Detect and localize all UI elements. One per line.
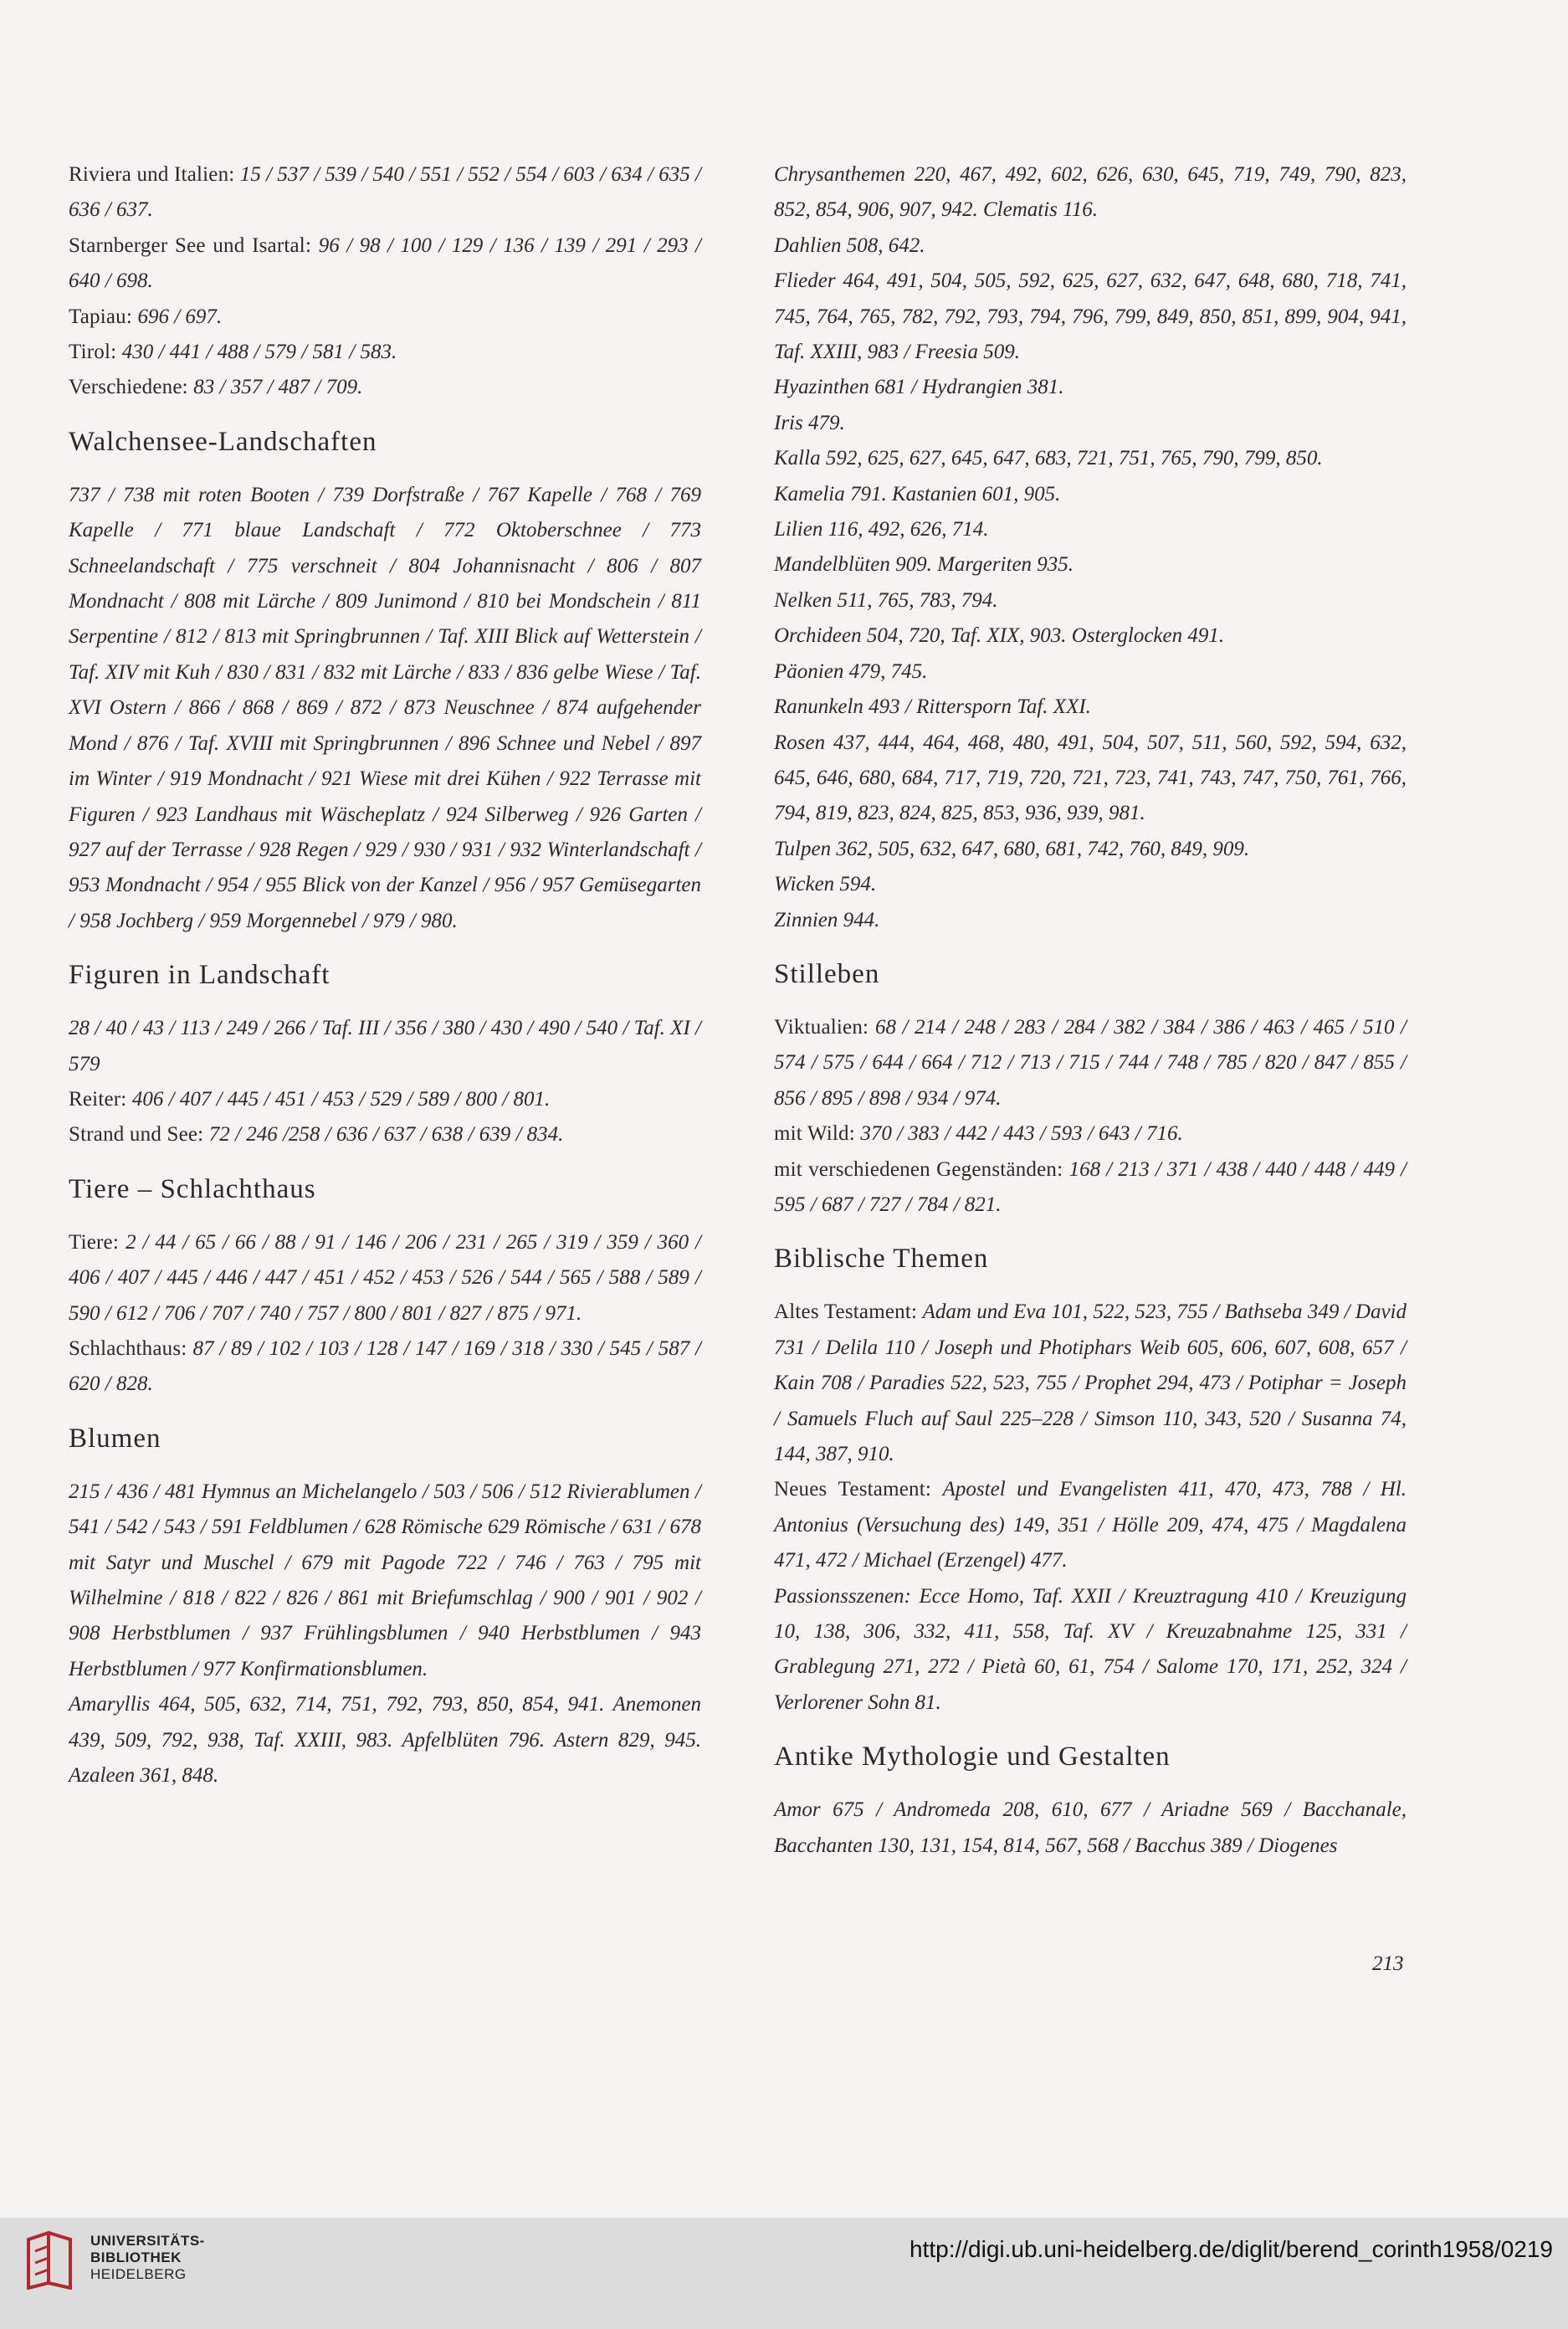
flower-entry: Päonien 479, 745. xyxy=(774,659,928,683)
permalink-url[interactable]: http://digi.ub.uni-heidelberg.de/diglit/berend_corinth1958/0219 xyxy=(909,2236,1553,2262)
index-entry xyxy=(774,1116,1407,1152)
entry-label: Riviera und Italien: xyxy=(69,163,240,186)
flower-entry: Rosen 437, 444, 464, 468, 480, 491, 504, 507, 511, 560, 592, 594, 632, 645, 646, 680, 684, 717, 719, 720, 721, 723, 741, 743, 747, 750, 761, 766, 794, 819, 823, 824, 825, 853, 936, 939, 981. xyxy=(774,731,1407,825)
antike-text: Amor 675 / Andromeda 208, 610, 677 / Ariadne 569 / Bacchanale, Bacchanten 130, 131, 154, 814, 567, 568 / Bacchus 389 / Diogenes xyxy=(774,1798,1407,1857)
index-entry xyxy=(69,1225,701,1331)
section-heading-antike: Antike Mythologie und Gestalten xyxy=(774,1742,1171,1772)
section-heading-biblische: Biblische Themen xyxy=(774,1244,989,1275)
flower-entry: Iris 479. xyxy=(774,411,845,434)
blumen-species-text: Amaryllis 464, 505, 632, 714, 751, 792, 793, 850, 854, 941. Anemonen 439, 509, 792, 938, Taf. XXIII, 983. Apfelblüten 796. Astern 829, 945. Azaleen 361, 848. xyxy=(69,1693,701,1788)
right-column xyxy=(774,157,1407,1864)
entry-label: Strand und See: xyxy=(69,1123,209,1147)
entry-label: Reiter: xyxy=(69,1087,132,1111)
flower-entry: Lilien 116, 492, 626, 714. xyxy=(774,518,989,541)
flower-entry: Flieder 464, 491, 504, 505, 592, 625, 627, 632, 647, 648, 680, 718, 741, 745, 764, 765, 782, 792, 793, 794, 796, 799, 849, 850, 851, 899, 904, 941, Taf. XXIII, 983 / Freesia 509. xyxy=(774,269,1407,364)
entry-value: 696 / 697. xyxy=(137,305,223,328)
index-entry xyxy=(774,1010,1407,1116)
entry-value: 68 / 214 / 248 / 283 / 284 / 382 / 384 / 386 / 463 / 465 / 510 / 574 / 575 / 644 / 664 / 712 / 713 / 715 / 744 / 748 / 785 / 820 / 847 / 855 / 856 / 895 / 898 / 934 / 974. xyxy=(774,1015,1407,1110)
entry-value: 72 / 246 /258 / 636 / 637 / 638 / 639 / 834. xyxy=(208,1123,564,1147)
entry-value: 96 / 98 / 100 / 129 / 136 / 139 / 291 / 293 / 640 / 698. xyxy=(69,233,701,293)
entry-value: 2 / 44 / 65 / 66 / 88 / 91 / 146 / 206 / 231 / 265 / 319 / 359 / 360 / 406 / 407 / 445 / 446 / 447 / 451 / 452 / 453 / 526 / 544 / 565 / 588 / 589 / 590 / 612 / 706 / 707 / 740 / 757 / 800 / 801 / 827 / 875 / 971. xyxy=(69,1230,702,1325)
entry-label: Altes Testament: xyxy=(774,1300,923,1324)
entry-label: mit Wild: xyxy=(774,1122,861,1146)
entry-value: 15 / 537 / 539 / 540 / 551 / 552 / 554 / 603 / 634 / 635 / 636 / 637. xyxy=(69,163,701,222)
index-entry xyxy=(774,1152,1407,1223)
entry-label: Viktualien: xyxy=(774,1015,875,1039)
flower-entry: Tulpen 362, 505, 632, 647, 680, 681, 742, 760, 849, 909. xyxy=(774,837,1250,860)
index-entry xyxy=(69,228,701,300)
entry-value: Adam und Eva 101, 522, 523, 755 / Bathseba 349 / David 731 / Delila 110 / Joseph und Photiphars Weib 605, 606, 607, 608, 657 / Kain 708 / Paradies 522, 523, 755 / Prophet 294, 473 / Potiphar = Joseph / Samuels Fluch auf Saul 225–228 / Simson 110, 343, 520 / Susanna 74, 144, 387, 910. xyxy=(774,1300,1407,1465)
flower-entry: Dahlien 508, 642. xyxy=(774,233,925,257)
flower-entry: Kalla 592, 625, 627, 645, 647, 683, 721, 751, 765, 790, 799, 850. xyxy=(774,447,1323,470)
viewer-footer xyxy=(0,2218,1568,2329)
section-heading-tiere: Tiere – Schlachthaus xyxy=(69,1173,316,1204)
entry-label: mit verschiedenen Gegenständen: xyxy=(774,1157,1069,1181)
entry-value: 83 / 357 / 487 / 709. xyxy=(193,376,363,399)
index-entry xyxy=(69,1082,701,1117)
entry-label: Neues Testament: xyxy=(774,1478,943,1501)
section-heading-stilleben: Stilleben xyxy=(774,958,880,989)
library-logo-icon xyxy=(23,2231,75,2290)
flower-entry: Wicken 594. xyxy=(774,873,877,896)
entry-label: Schlachthaus: xyxy=(69,1336,193,1360)
library-name xyxy=(90,2233,205,2283)
entry-value: 28 / 40 / 43 / 113 / 249 / 266 / Taf. III / 356 / 380 / 430 / 490 / 540 / Taf. XI / 579 xyxy=(69,1017,701,1075)
entry-value: 168 / 213 / 371 / 438 / 440 / 448 / 449 / 595 / 687 / 727 / 784 / 821. xyxy=(774,1157,1407,1216)
flower-entry: Zinnien 944. xyxy=(774,908,880,931)
flower-entry: Mandelblüten 909. Margeriten 935. xyxy=(774,553,1074,577)
index-entry xyxy=(774,1472,1407,1578)
section-heading-walchensee: Walchensee-Landschaften xyxy=(69,426,377,457)
entry-value: 87 / 89 / 102 / 103 / 128 / 147 / 169 / 318 / 330 / 545 / 587 / 620 / 828. xyxy=(69,1336,702,1396)
entry-value: 370 / 383 / 442 / 443 / 593 / 643 / 716. xyxy=(860,1122,1183,1146)
index-entry xyxy=(69,370,701,405)
entry-value: Apostel und Evangelisten 411, 470, 473, 788 / Hl. Antonius (Versuchung des) 149, 351 / Hölle 209, 474, 475 / Magdalena 471, 472 / Michael (Erzengel) 477. xyxy=(774,1478,1407,1572)
blumen-text: 215 / 436 / 481 Hymnus an Michelangelo / 503 / 506 / 512 Rivierablumen / 541 / 542 / 543 / 591 Feldblumen / 628 Römische 629 Römische / 631 / 678 mit Satyr und Muschel / 679 mit Pagode 722 / 746 / 763 / 795 mit Wilhelmine / 818 / 822 / 826 / 861 mit Briefumschlag / 900 / 901 / 902 / 908 Herbstblumen / 937 Frühlingsblumen / 940 Herbstblumen / 943 Herbstblumen / 977 Konfirmationsblumen. xyxy=(69,1480,701,1680)
section-heading-figuren: Figuren in Landschaft xyxy=(69,960,331,991)
library-name-line2: BIBLIOTHEK xyxy=(90,2249,182,2265)
flower-entry: Nelken 511, 765, 783, 794. xyxy=(774,588,998,612)
index-entry xyxy=(69,157,701,228)
left-column xyxy=(69,157,701,1793)
flower-entry: Kamelia 791. Kastanien 601, 905. xyxy=(774,482,1061,505)
entry-label: Starnberger See und Isartal: xyxy=(69,233,319,257)
index-entry xyxy=(69,1011,701,1082)
library-name-line1: UNIVERSITÄTS- xyxy=(90,2233,205,2249)
page-number: 213 xyxy=(1372,1952,1404,1975)
section-heading-blumen: Blumen xyxy=(69,1423,161,1454)
flower-entry: Orchideen 504, 720, Taf. XIX, 903. Osterglocken 491. xyxy=(774,624,1225,648)
index-entry xyxy=(69,1331,701,1403)
entry-label: Verschiedene: xyxy=(69,376,194,399)
entry-label: Tiere: xyxy=(69,1230,126,1254)
entry-value: 430 / 441 / 488 / 579 / 581 / 583. xyxy=(121,341,397,364)
index-entry xyxy=(69,335,701,370)
flower-entry: Hyazinthen 681 / Hydrangien 381. xyxy=(774,376,1064,399)
flower-entry: Chrysanthemen 220, 467, 492, 602, 626, 630, 645, 719, 749, 790, 823, 852, 854, 906, 907, 942. Clematis 116. xyxy=(774,163,1407,222)
index-entry xyxy=(774,1579,1407,1721)
index-entry xyxy=(774,1295,1407,1472)
entry-value: 406 / 407 / 445 / 451 / 453 / 529 / 589 / 800 / 801. xyxy=(131,1087,551,1111)
index-entry xyxy=(69,300,701,335)
entry-label: Tirol: xyxy=(69,341,122,364)
index-entry xyxy=(69,1117,701,1152)
flower-entry: Ranunkeln 493 / Rittersporn Taf. XXI. xyxy=(774,695,1091,719)
library-name-line3: HEIDELBERG xyxy=(90,2266,187,2282)
walchensee-text: 737 / 738 mit roten Booten / 739 Dorfstraße / 767 Kapelle / 768 / 769 Kapelle / 771 blaue Landschaft / 772 Oktoberschnee / 773 Schneelandschaft / 775 verschneit / 804 Johannisnacht / 806 / 807 Mondnacht / 808 mit Lärche / 809 Junimond / 810 bei Mondschein / 811 Serpentine / 812 / 813 mit Springbrunnen / Taf. XIII Blick auf Wetterstein / Taf. XIV mit Kuh / 830 / 831 / 832 mit Lärche / 833 / 836 gelbe Wiese / Taf. XVI Ostern / 866 / 868 / 869 / 872 / 873 Neuschnee / 874 aufgehender Mond / 876 / Taf. XVIII mit Springbrunnen / 896 Schnee und Nebel / 897 im Winter / 919 Mondnacht / 921 Wiese mit drei Kühen / 922 Terrasse mit Figuren / 923 Landhaus mit Wäscheplatz / 924 Silberweg / 926 Garten / 927 auf der Terrasse / 928 Regen / 929 / 930 / 931 / 932 Winterlandschaft / 953 Mondnacht / 954 / 955 Blick von der Kanzel / 956 / 957 Gemüsegarten / 958 Jochberg / 959 Morgennebel / 979 / 980. xyxy=(69,483,701,932)
entry-value: Passionsszenen: Ecce Homo, Taf. XXII / Kreuztragung 410 / Kreuzigung 10, 138, 306, 332, 411, 558, Taf. XV / Kreuzabnahme 125, 331 / Grablegung 271, 272 / Pietà 60, 61, 754 / Salome 170, 171, 252, 324 / Verlorener Sohn 81. xyxy=(774,1584,1407,1714)
entry-label: Tapiau: xyxy=(69,305,138,328)
